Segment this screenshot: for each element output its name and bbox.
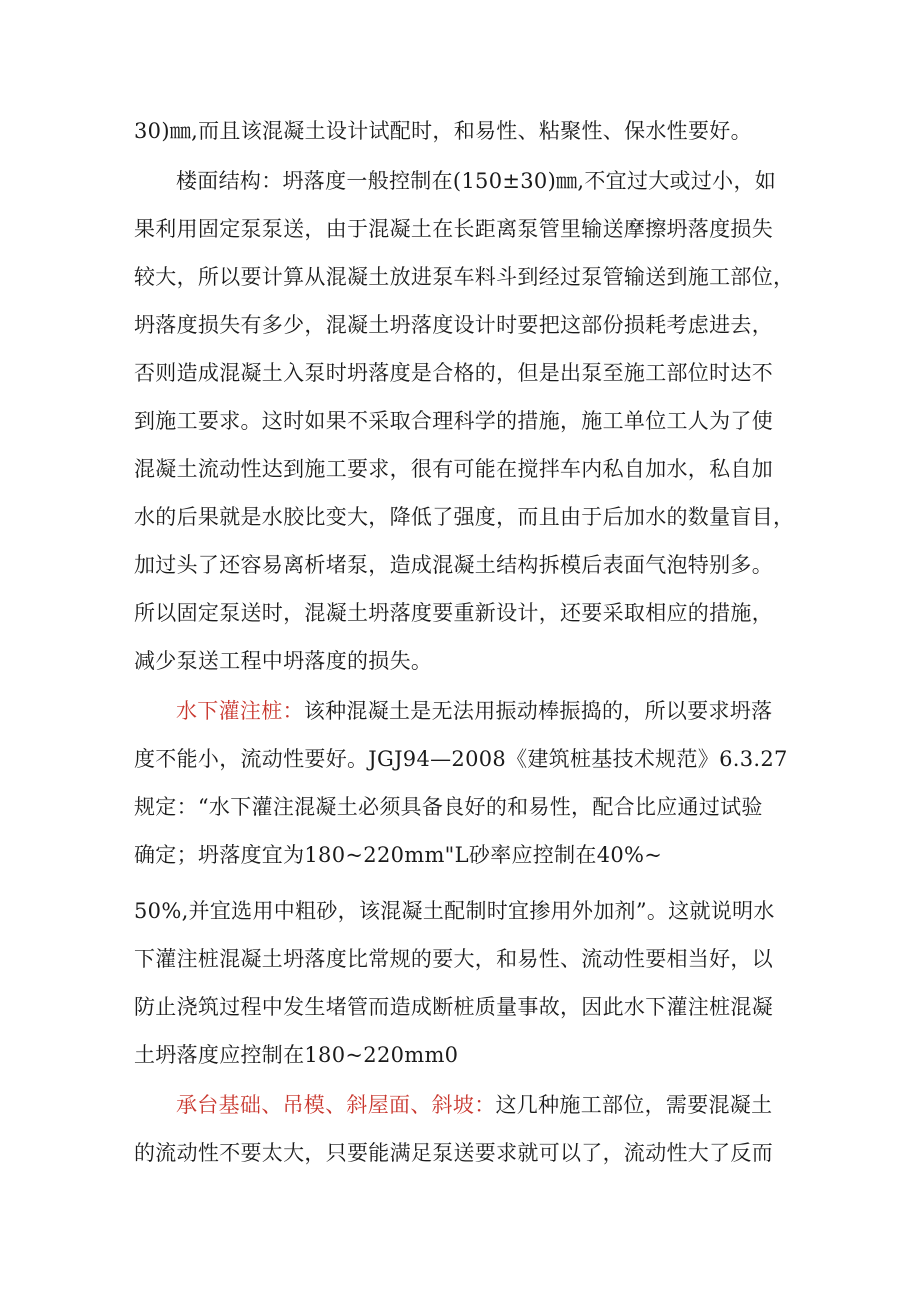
section-heading-cap-foundation: 承台基础、吊模、斜屋面、斜坡： bbox=[176, 1093, 496, 1117]
text-line: 较大，所以要计算从混凝土放进泵车料斗到经过泵管输送到施工部位， bbox=[134, 265, 795, 289]
text-line: 果利用固定泵泵送，由于混凝土在长距离泵管里输送摩擦坍落度损失 bbox=[134, 217, 773, 241]
text-line: 的流动性不要太大，只要能满足泵送要求就可以了，流动性大了反而 bbox=[134, 1141, 773, 1165]
text-line: 否则造成混凝土入泵时坍落度是合格的，但是出泵至施工部位时达不 bbox=[134, 361, 773, 385]
text-line: 50%,并宜选用中粗砂，该混凝土配制时宜掺用外加剂”。这就说明水 bbox=[134, 899, 775, 923]
section-heading-underwater-pile: 水下灌注桩： bbox=[176, 699, 304, 723]
text-line: 土坍落度应控制在180~220mm0 bbox=[134, 1043, 459, 1067]
text-line: 水的后果就是水胶比变大，降低了强度，而且由于后加水的数量盲目， bbox=[134, 505, 795, 529]
text-line: 规定：“水下灌注混凝土必须具备良好的和易性，配合比应通过试验 bbox=[134, 795, 763, 819]
text-line: 下灌注桩混凝土坍落度比常规的要大，和易性、流动性要相当好，以 bbox=[134, 947, 773, 971]
text-line: 坍落度损失有多少，混凝土坍落度设计时要把这部份损耗考虑进去， bbox=[134, 313, 773, 337]
text-line: 度不能小，流动性要好。JGJ94—2008《建筑桩基技术规范》6.3.27 bbox=[134, 747, 788, 771]
text-run: 这几种施工部位，需要混凝土 bbox=[495, 1093, 773, 1117]
text-line: 减少泵送工程中坍落度的损失。 bbox=[134, 649, 433, 673]
text-line: 防止浇筑过程中发生堵管而造成断桩质量事故，因此水下灌注桩混凝 bbox=[134, 995, 773, 1019]
text-line: 确定；坍落度宜为180~220mm"L砂率应控制在40%~ bbox=[134, 843, 663, 867]
paragraph-cap-foundation-start bbox=[176, 1090, 836, 1120]
paragraph-floor-structure-start: 楼面结构：坍落度一般控制在(150±30)㎜,不宜过大或过小，如 bbox=[176, 169, 777, 193]
text-line: 所以固定泵送时，混凝土坍落度要重新设计，还要采取相应的措施， bbox=[134, 601, 773, 625]
text-line: 30)㎜,而且该混凝土设计试配时，和易性、粘聚性、保水性要好。 bbox=[134, 119, 752, 143]
text-run: 该种混凝土是无法用振动棒振捣的，所以要求坍落 bbox=[303, 699, 773, 723]
text-line: 到施工要求。这时如果不采取合理科学的措施，施工单位工人为了使 bbox=[134, 409, 773, 433]
text-line: 混凝土流动性达到施工要求，很有可能在搅拌车内私自加水，私自加 bbox=[134, 457, 773, 481]
paragraph-underwater-pile-start bbox=[176, 696, 836, 726]
text-line: 加过头了还容易离析堵泵，造成混凝土结构拆模后表面气泡特别多。 bbox=[134, 553, 773, 577]
